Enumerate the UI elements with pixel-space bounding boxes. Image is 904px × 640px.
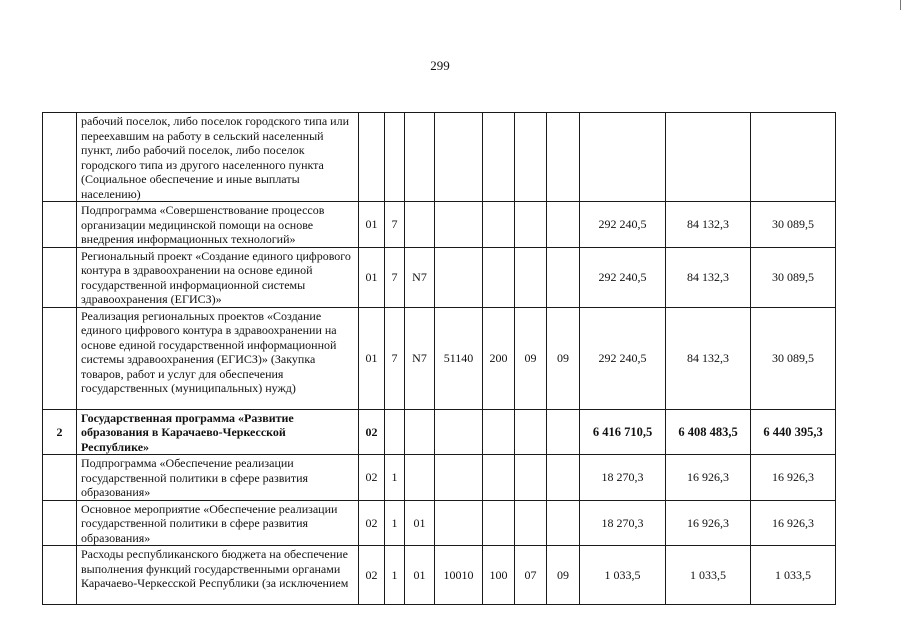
code-cell-4: 10010 (435, 546, 483, 605)
code-cell-2 (385, 409, 405, 455)
code-cell-6 (515, 455, 547, 501)
table-row (43, 455, 836, 501)
table-row (43, 409, 836, 455)
code-cell-5: 200 (483, 307, 515, 409)
table-row (43, 113, 836, 202)
amount-cell-1 (580, 113, 666, 202)
code-cell-2 (385, 113, 405, 202)
description-cell: Подпрограмма «Совершенствование процессов организации медицинской помощи на основе внедрения информационных технологий» (77, 202, 359, 248)
code-cell-1: 01 (359, 202, 385, 248)
code-cell-3: 01 (405, 500, 435, 546)
code-cell-6 (515, 409, 547, 455)
description-cell: Расходы республиканского бюджета на обеспечение выполнения функций государственными органами Карачаево-Черкесской Республики (за исключением (77, 546, 359, 605)
amount-cell-1: 292 240,5 (580, 307, 666, 409)
code-cell-4 (435, 409, 483, 455)
code-cell-3 (405, 455, 435, 501)
row-index-cell (43, 307, 77, 409)
code-cell-6: 07 (515, 546, 547, 605)
row-index-cell (43, 500, 77, 546)
description-cell: Реализация региональных проектов «Создание единого цифрового контура в здравоохранении на основе единой государственной информационной системы здравоохранения (ЕГИСЗ)» (Закупка товаров, работ и услуг для обеспечения государственных (муниципальных) нужд) (77, 307, 359, 409)
code-cell-5 (483, 202, 515, 248)
page-number: 299 (430, 58, 450, 73)
code-cell-5 (483, 500, 515, 546)
code-cell-2: 7 (385, 202, 405, 248)
code-cell-7: 09 (547, 307, 580, 409)
code-cell-7 (547, 455, 580, 501)
code-cell-3 (405, 113, 435, 202)
amount-cell-1: 18 270,3 (580, 500, 666, 546)
code-cell-7 (547, 202, 580, 248)
description-cell: Основное мероприятие «Обеспечение реализации государственной политики в сфере развития образования» (77, 500, 359, 546)
amount-cell-2: 84 132,3 (666, 247, 751, 307)
code-cell-5 (483, 409, 515, 455)
code-cell-1 (359, 113, 385, 202)
amount-cell-3: 16 926,3 (751, 500, 836, 546)
amount-cell-3: 16 926,3 (751, 455, 836, 501)
description-cell: Региональный проект «Создание единого цифрового контура в здравоохранении на основе единой государственной информационной системы здравоохранения (ЕГИСЗ)» (77, 247, 359, 307)
code-cell-4 (435, 455, 483, 501)
description-cell: рабочий поселок, либо поселок городского типа или переехавшим на работу в сельский населенный пункт, либо рабочий поселок, либо поселок городского типа из другого населенного пункта (Социальное обеспечение и иные выплаты населению) (77, 113, 359, 202)
code-cell-7: 09 (547, 546, 580, 605)
amount-cell-3: 30 089,5 (751, 307, 836, 409)
amount-cell-3 (751, 113, 836, 202)
code-cell-3: 01 (405, 546, 435, 605)
amount-cell-1: 1 033,5 (580, 546, 666, 605)
code-cell-5: 100 (483, 546, 515, 605)
code-cell-4 (435, 113, 483, 202)
table-row (43, 247, 836, 307)
amount-cell-2: 16 926,3 (666, 455, 751, 501)
table-row (43, 307, 836, 409)
code-cell-1: 02 (359, 500, 385, 546)
code-cell-2: 1 (385, 455, 405, 501)
amount-cell-3: 30 089,5 (751, 202, 836, 248)
code-cell-3: N7 (405, 307, 435, 409)
code-cell-3: N7 (405, 247, 435, 307)
code-cell-2: 1 (385, 500, 405, 546)
code-cell-1: 02 (359, 409, 385, 455)
row-index-cell (43, 247, 77, 307)
code-cell-6 (515, 500, 547, 546)
code-cell-1: 02 (359, 546, 385, 605)
code-cell-6 (515, 202, 547, 248)
amount-cell-3: 6 440 395,3 (751, 409, 836, 455)
amount-cell-2: 6 408 483,5 (666, 409, 751, 455)
code-cell-6: 09 (515, 307, 547, 409)
code-cell-3 (405, 202, 435, 248)
row-index-cell (43, 455, 77, 501)
row-index-cell (43, 202, 77, 248)
code-cell-6 (515, 247, 547, 307)
code-cell-4 (435, 202, 483, 248)
amount-cell-3: 1 033,5 (751, 546, 836, 605)
amount-cell-1: 18 270,3 (580, 455, 666, 501)
code-cell-7 (547, 409, 580, 455)
table-row (43, 546, 836, 605)
row-index-cell: 2 (43, 409, 77, 455)
amount-cell-2: 16 926,3 (666, 500, 751, 546)
table-row (43, 500, 836, 546)
amount-cell-1: 6 416 710,5 (580, 409, 666, 455)
row-index-cell (43, 113, 77, 202)
code-cell-5 (483, 247, 515, 307)
code-cell-5 (483, 455, 515, 501)
code-cell-2: 7 (385, 307, 405, 409)
code-cell-6 (515, 113, 547, 202)
description-cell: Подпрограмма «Обеспечение реализации государственной политики в сфере развития образования» (77, 455, 359, 501)
amount-cell-1: 292 240,5 (580, 247, 666, 307)
amount-cell-2: 84 132,3 (666, 202, 751, 248)
code-cell-1: 01 (359, 307, 385, 409)
code-cell-4 (435, 247, 483, 307)
code-cell-7 (547, 500, 580, 546)
scan-edge-mark (900, 0, 901, 10)
amount-cell-3: 30 089,5 (751, 247, 836, 307)
row-index-cell (43, 546, 77, 605)
description-cell: Государственная программа «Развитие образования в Карачаево-Черкесской Республике» (77, 409, 359, 455)
code-cell-1: 02 (359, 455, 385, 501)
code-cell-5 (483, 113, 515, 202)
code-cell-2: 7 (385, 247, 405, 307)
budget-table (42, 112, 836, 605)
code-cell-2: 1 (385, 546, 405, 605)
code-cell-3 (405, 409, 435, 455)
amount-cell-1: 292 240,5 (580, 202, 666, 248)
table-row (43, 202, 836, 248)
code-cell-1: 01 (359, 247, 385, 307)
amount-cell-2 (666, 113, 751, 202)
code-cell-4 (435, 500, 483, 546)
amount-cell-2: 84 132,3 (666, 307, 751, 409)
code-cell-7 (547, 113, 580, 202)
code-cell-7 (547, 247, 580, 307)
amount-cell-2: 1 033,5 (666, 546, 751, 605)
code-cell-4: 51140 (435, 307, 483, 409)
